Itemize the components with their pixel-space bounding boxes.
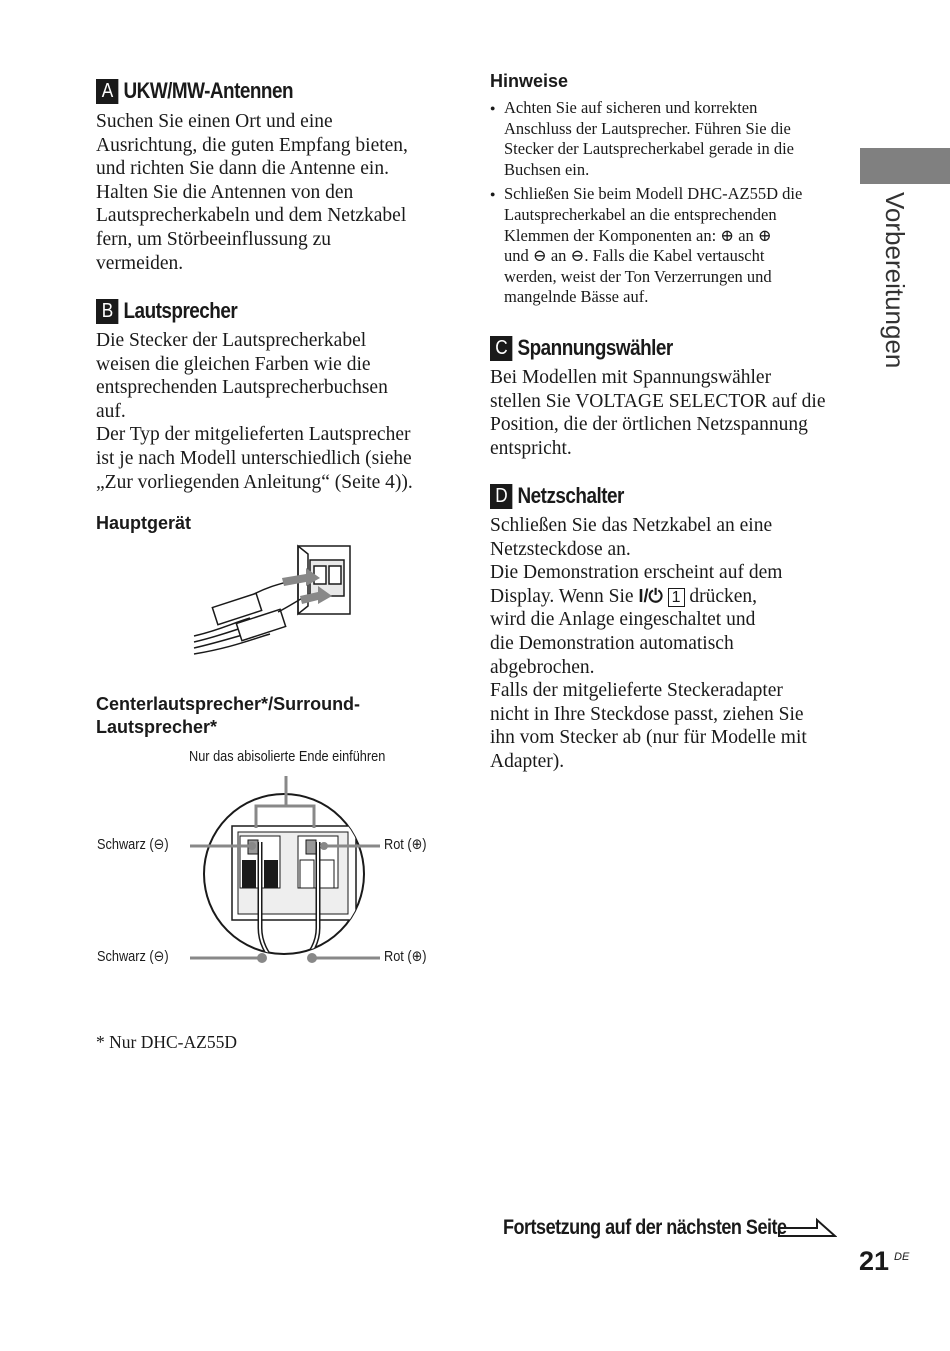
hint-item — [490, 184, 802, 308]
hint-line: Klemmen der Komponenten an: ⊕ an ⊕ — [504, 225, 772, 245]
hint-line: werden, weist der Ton Verzerrungen und — [504, 266, 772, 286]
section-c-title: Spannungswähler — [517, 335, 673, 360]
hint-line: Stecker der Lautsprecherkabel gerade in die — [504, 139, 794, 159]
center-speaker-heading-line1: Centerlautsprecher*/Surround- — [96, 694, 361, 714]
section-b-text — [96, 329, 413, 494]
section-b-badge: B — [96, 299, 118, 324]
page-number-suffix: DE — [894, 1251, 910, 1263]
text-line: Netzsteckdose an. — [490, 538, 631, 560]
text-line: weisen die gleichen Farben wie die — [96, 353, 371, 375]
section-c-badge: C — [490, 336, 512, 361]
page-number: 21 — [859, 1246, 890, 1276]
section-b-heading — [96, 298, 237, 324]
hint-line: ● Schließen Sie beim Modell DHC-AZ55D die — [504, 184, 803, 204]
hint-line: Anschluss der Lautsprecher. Führen Sie die — [504, 118, 791, 138]
continue-arrow-icon — [777, 1216, 837, 1240]
power-icon: I/⏻ — [638, 585, 663, 606]
speaker-plug-illustration — [190, 540, 360, 658]
text-line: ist je nach Modell unterschiedlich (siehe — [96, 447, 412, 469]
hint-line: Buchsen ein. — [504, 159, 590, 179]
section-d-badge: D — [490, 484, 512, 509]
section-d-title: Netzschalter — [517, 483, 624, 508]
text-line: „Zur vorliegenden Anleitung“ (Seite 4)). — [96, 471, 413, 493]
side-tab-marker — [860, 148, 950, 184]
section-a-title: UKW/MW-Antennen — [123, 78, 294, 103]
text-line: Die Demonstration erscheint auf dem — [490, 562, 783, 584]
hint-line: mangelnde Bässe auf. — [504, 287, 649, 307]
hint-item — [490, 98, 802, 180]
text-line: und richten Sie dann die Antenne ein. — [96, 158, 389, 180]
section-a-heading — [96, 78, 293, 104]
text-line: entspricht. — [490, 437, 572, 459]
section-b-title: Lautsprecher — [123, 298, 238, 323]
speaker-terminal-diagram — [180, 768, 380, 990]
hint-line: ● Achten Sie auf sicheren und korrekten — [504, 98, 758, 117]
text-line: Position, die der örtlichen Netzspannung — [490, 414, 808, 436]
text-line: Falls der mitgelieferte Steckeradapter — [490, 680, 783, 702]
text-line: entsprechenden Lautsprecherbuchsen — [96, 377, 388, 399]
section-d-text — [490, 514, 807, 774]
hints-heading: Hinweise — [490, 71, 569, 91]
text-line: Adapter). — [490, 750, 565, 772]
text-line: nicht in Ihre Steckdose passt, ziehen Sie — [490, 703, 804, 725]
section-c-heading — [490, 335, 673, 361]
power-line-prefix: Display. Wenn Sie — [490, 585, 639, 607]
text-line: Der Typ der mitgelieferten Lautsprecher — [96, 424, 411, 446]
text-line: Bei Modellen mit Spannungswähler — [490, 367, 772, 388]
text-line: die Demonstration automatisch — [490, 632, 734, 654]
section-a-text — [96, 110, 408, 275]
diagram-caption: Nur das abisolierte Ende einführen — [189, 748, 386, 765]
power-line — [490, 585, 807, 609]
center-speaker-heading-line2: Lautsprecher* — [96, 717, 218, 737]
text-line: fern, um Störbeeinflussung zu — [96, 228, 332, 250]
key-number-badge: 1 — [668, 588, 685, 607]
black-terminal-label: Schwarz (⊖) — [97, 836, 169, 853]
text-line: Halten Sie die Antennen von den — [96, 181, 354, 203]
hint-line: und ⊖ an ⊖. Falls die Kabel vertauscht — [504, 246, 765, 266]
text-line: vermeiden. — [96, 252, 184, 274]
power-line-suffix: drücken, — [684, 585, 758, 607]
text-line: wird die Anlage eingeschaltet und — [490, 609, 756, 631]
section-c-text — [490, 366, 826, 460]
text-line: abgebrochen. — [490, 656, 595, 678]
text-line: Die Stecker der Lautsprecherkabel — [96, 330, 367, 351]
side-tab-label: Vorbereitungen — [880, 192, 910, 369]
footnote: * Nur DHC-AZ55D — [96, 1032, 237, 1052]
red-terminal-label: Rot (⊕) — [384, 836, 427, 853]
text-line: ihn vom Stecker ab (nur für Modelle mit — [490, 727, 807, 749]
text-line: Ausrichtung, die guten Empfang bieten, — [96, 134, 408, 156]
hint-line: Lautsprecherkabel an die entsprechenden — [504, 204, 777, 224]
black-wire-label: Schwarz (⊖) — [97, 948, 169, 965]
text-line: Lautsprecherkabeln und dem Netzkabel — [96, 205, 407, 227]
red-wire-label: Rot (⊕) — [384, 948, 427, 965]
text-line: auf. — [96, 400, 126, 422]
main-unit-heading: Hauptgerät — [96, 513, 192, 533]
section-a-badge: A — [96, 79, 118, 104]
continue-note: Fortsetzung auf der nächsten Seite — [503, 1216, 787, 1239]
text-line: Schließen Sie das Netzkabel an eine — [490, 515, 773, 536]
section-d-heading — [490, 483, 624, 509]
text-line: stellen Sie VOLTAGE SELECTOR auf die — [490, 390, 826, 412]
hints-list — [490, 98, 802, 308]
text-line: Suchen Sie einen Ort und eine — [96, 111, 333, 132]
